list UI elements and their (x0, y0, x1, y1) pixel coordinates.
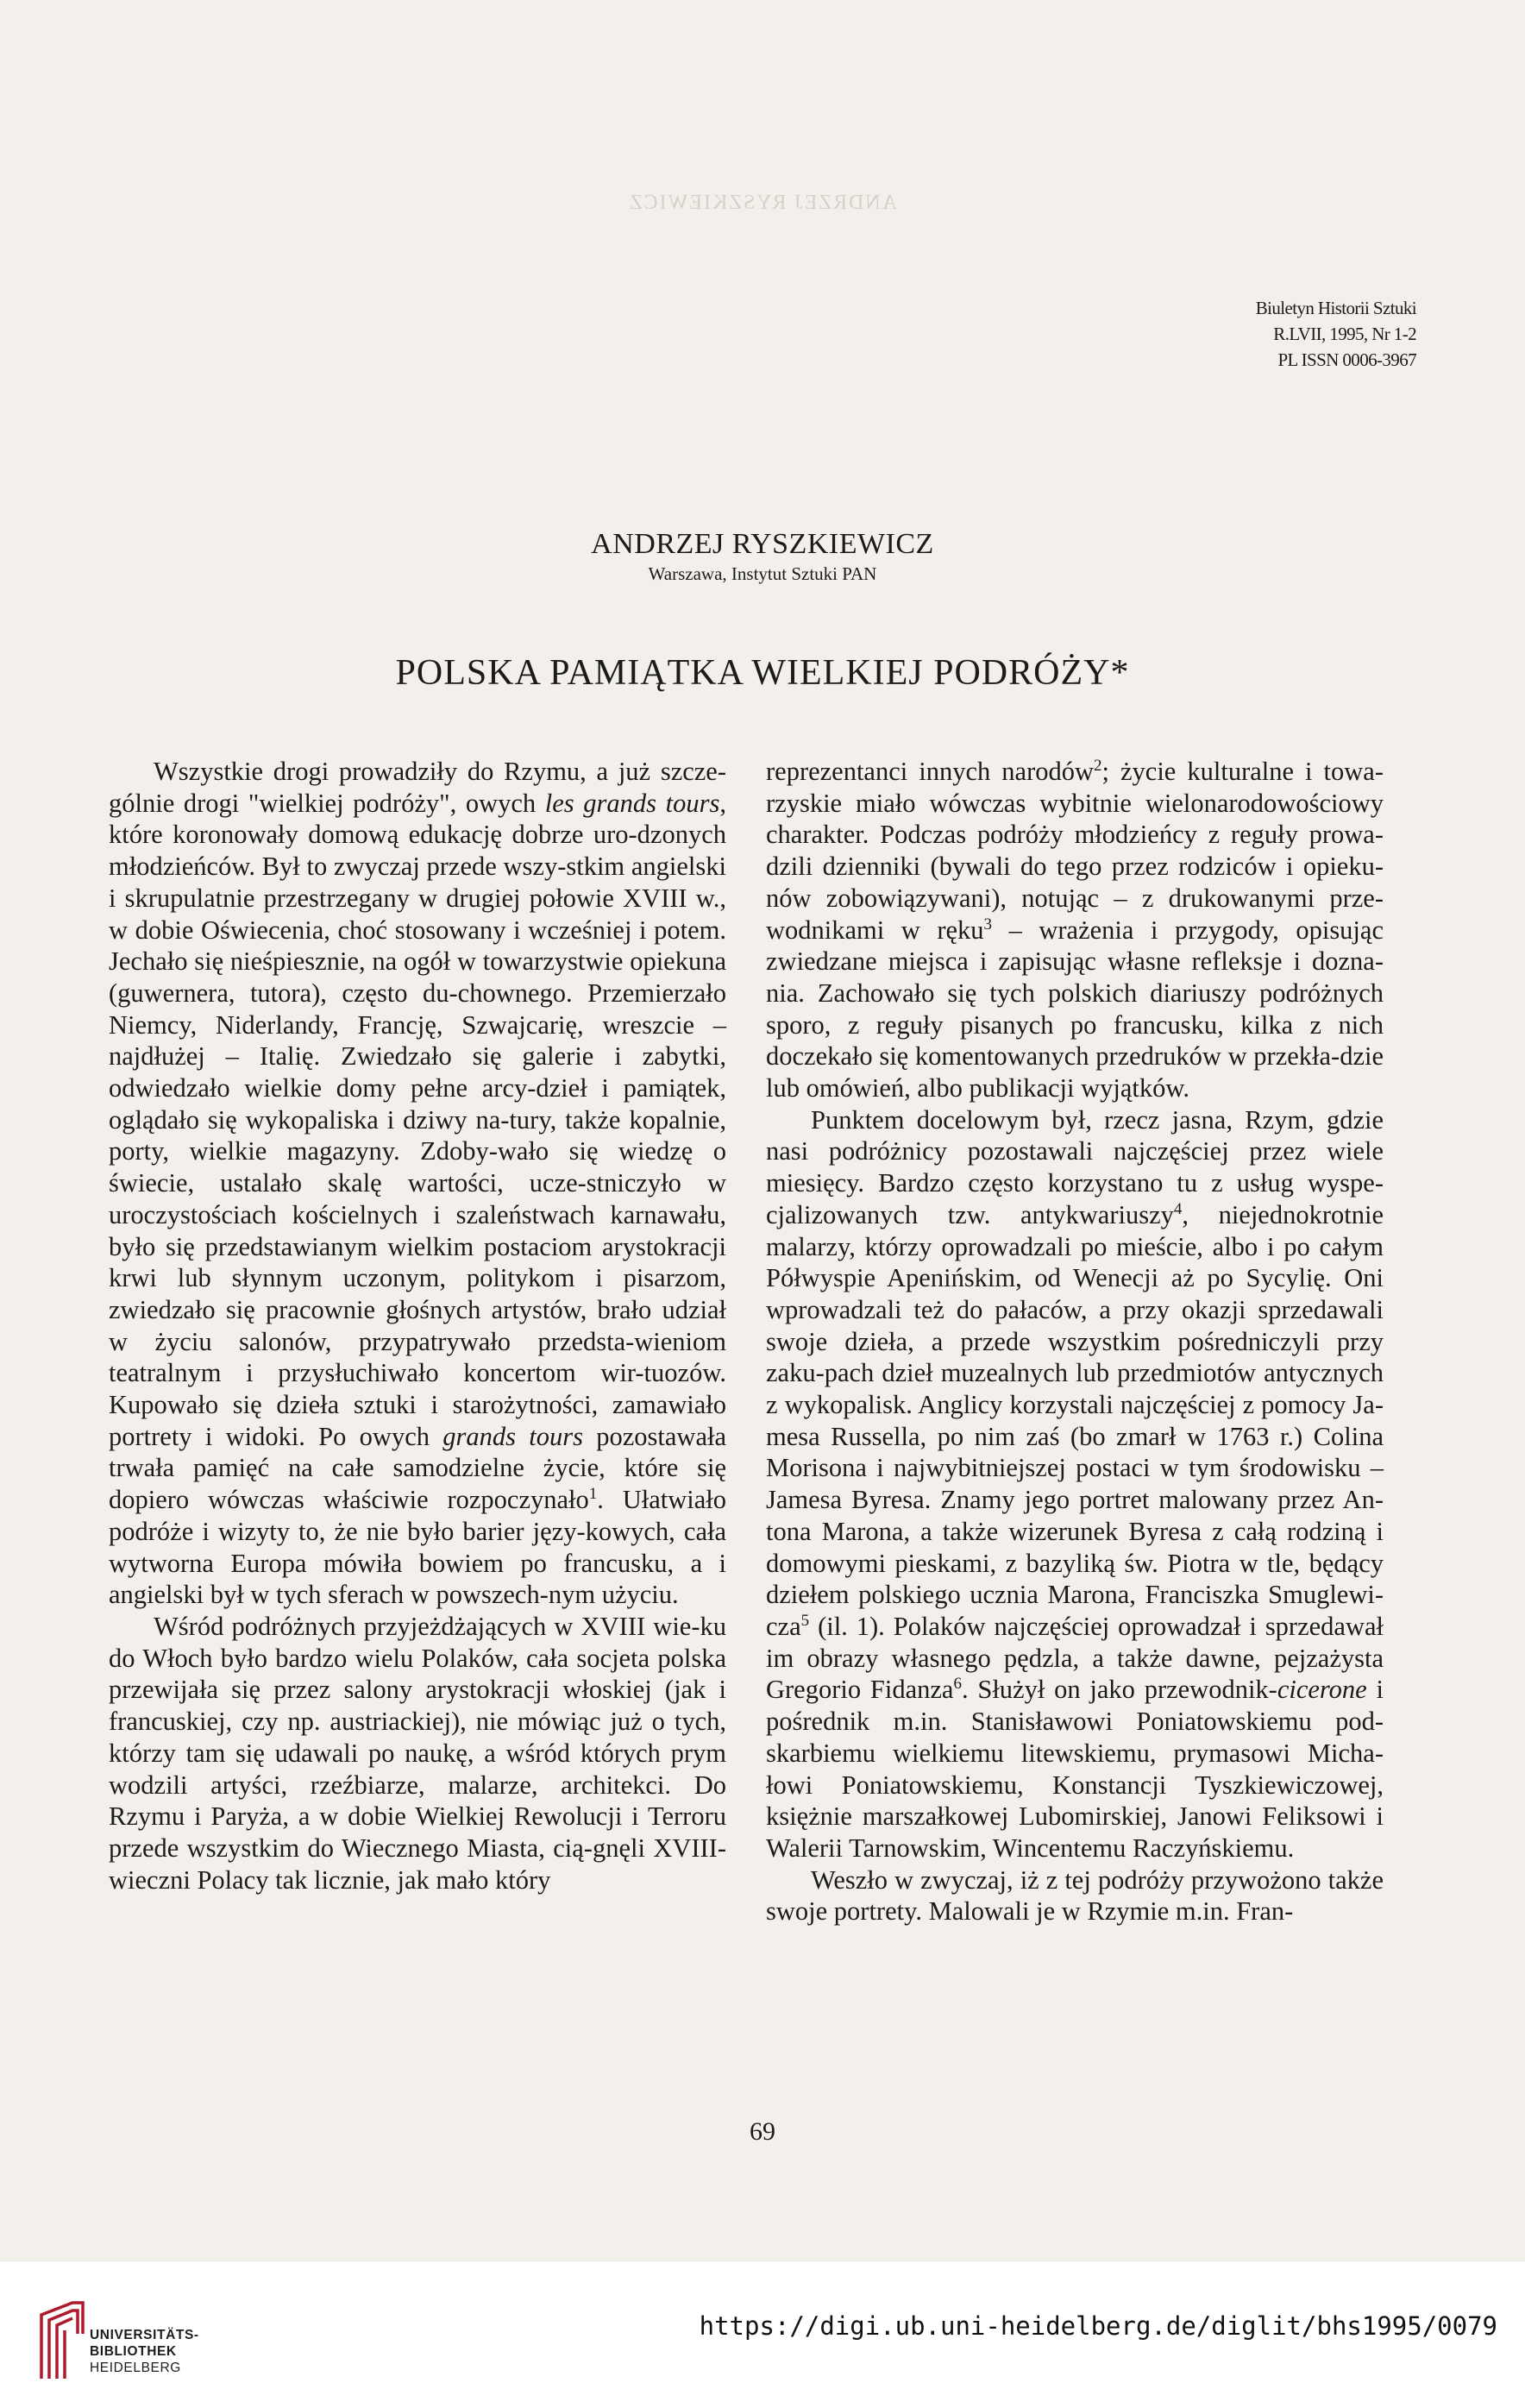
author-block (0, 526, 1525, 585)
text-run: , które koronowały domową edukację dobrze uro-dzonych młodzieńców. Był to zwyczaj przede wszy-stkim angielski i skrupulatnie przestrzegany w drugiej połowie XVIII w., w dobie Oświecenia, choć stosowany i wcześniej i potem. Jechało się nieśpiesznie, na ogół w towarzystwie opiekuna (guwernera, tutora), często du-chownego. Przemierzało Niemcy, Niderlandy, Francję, Szwajcarię, wreszcie – najdłużej – Italię. Zwiedzało się galerie i zabytki, odwiedzało wielkie domy pełne arcy-dzieł i pamiątek, oglądało się wykopaliska i dziwy na-tury, także kopalnie, porty, wielkie magazyny. Zdoby-wało się wiedzę o świecie, ustalało skalę wartości, ucze-stniczyło w uroczystościach kościelnych i szaleństwach karnawału, było się przedstawianym wielkim postaciom arystokracji krwi lub słynnym uczonym, politykom i pisarzom, zwiedzało się pracownie głośnych artystów, brało udział w życiu salonów, przypatrywało przedsta-wieniom teatralnym i przysłuchiwało koncertom wir-tuozów. Kupowało się dzieła sztuki i starożytności, zamawiało portrety i widoki. Po owych (109, 788, 726, 1451)
left-column (109, 756, 726, 1896)
journal-issn: PL ISSN 0006-3967 (1277, 349, 1416, 370)
journal-info (1256, 295, 1416, 373)
page-number: 69 (750, 2117, 775, 2146)
footnote-marker: 2 (1094, 756, 1102, 775)
footnote-marker: 4 (1173, 1199, 1183, 1218)
show-through-header: ANDRZEJ RYSZKIEWICZ (628, 192, 897, 214)
text-run: . Ułatwiało podróże i wizyty to, że nie było barier języ-kowych, cała wytworna Europa mówiła bowiem po francusku, a i angielski był w tych sferach w powszech-nym użyciu. (109, 1485, 726, 1610)
paragraph: Wśród podróżnych przyjeżdżających w XVIII wie-ku do Włoch było bardzo wielu Polaków, cała socjeta polska przewijała się przez salony arystokracji włoskiej (jak i francuskiej, czy np. austriackiej), nie mówiąc już o tych, którzy tam się udawali po naukę, a wśród których prym wodzili artyści, rzeźbiarze, malarze, architekci. Do Rzymu i Paryża, a w dobie Wielkiej Rewolucji i Terroru przede wszystkim do Wiecznego Miasta, cią-gnęli XVIII-wieczni Polacy tak licznie, jak mało który (109, 1611, 726, 1895)
library-name-line: UNIVERSITÄTS- (90, 2328, 199, 2342)
footnote-marker: 6 (953, 1675, 962, 1694)
footnote-marker: 3 (983, 915, 993, 934)
footnote-marker: 5 (800, 1611, 810, 1630)
paragraph: Weszło w zwyczaj, iż z tej podróży przywożono także swoje portrety. Malowali je w Rzymie m.in. Fran- (766, 1864, 1384, 1927)
paragraph (109, 756, 726, 1611)
text-run: . Służył on jako przewodnik- (961, 1675, 1277, 1705)
footnote-marker: 1 (588, 1485, 598, 1504)
digitization-footer (0, 2260, 1525, 2408)
paragraph (766, 756, 1384, 1104)
text-run: pozostawała trwała pamięć na całe samodzielne życie, które się dopiero wówczas właściwie rozpoczynało (109, 1421, 726, 1515)
permalink-url[interactable]: https://digi.ub.uni-heidelberg.de/diglit/bhs1995/0079 (699, 2311, 1497, 2341)
library-name-line: BIBLIOTHEK (90, 2344, 177, 2359)
text-run: ; życie kulturalne i towa-rzyskie miało wówczas wybitnie wielonarodowościowy charakter. Podczas podróży młodzieńcy z reguły prowa-dzili dzienniki (bywali do tego przez rodziców i opieku-nów zobowiązywani), notując – z drukowanymi prze-wodnikami w ręku (766, 757, 1384, 945)
article-title: POLSKA PAMIĄTKA WIELKIEJ PODRÓŻY* (395, 653, 1130, 693)
journal-name: Biuletyn Historii Sztuki (1255, 298, 1416, 318)
text-run: i pośrednik m.in. Stanisławowi Poniatowskiemu pod-skarbiemu wielkiemu litewskiemu, prymasowi Micha-łowi Poniatowskiemu, Konstancji Tyszkiewiczowej, księżnie marszałkowej Lubomirskiej, Janowi Feliksowi i Walerii Tarnowskim, Wincentemu Raczyńskiemu. (766, 1675, 1384, 1863)
author-affiliation: Warszawa, Instytut Sztuki PAN (648, 563, 877, 584)
text-run: , niejednokrotnie malarzy, którzy oprowadzali po mieście, albo i po całym Półwyspie Apenińskim, od Wenecji aż po Sycylię. Oni wprowadzali też do pałaców, a przy okazji sprzedawali swoje dzieła, a przede wszystkim pośredniczyli przy zaku-pach dzieł muzealnych lub przedmiotów antycznych z wykopalisk. Anglicy korzystali najczęściej z pomocy Ja-mesa Russella, po nim zaś (bo zmarł w 1763 r.) Colina Morisona i najwybitniejszej postaci w tym środowisku – Jamesa Byresa. Znamy jego portret malowany przez An-tona Marona, a także wizerunek Byresa z całą rodziną i domowymi pieskami, z bazyliką św. Piotra w tle, będący dziełem polskiego ucznia Marona, Franciszka Smuglewi-cza (766, 1199, 1384, 1641)
paragraph (766, 1104, 1384, 1864)
library-name-line: HEIDELBERG (90, 2361, 181, 2375)
text-run: Wszystkie drogi prowadziły do Rzymu, a już szcze-gólnie drogi "wielkiej podróży", owych (109, 757, 726, 818)
italic-text: cicerone (1277, 1675, 1367, 1705)
text-run: reprezentanci innych narodów (766, 757, 1095, 786)
library-name (90, 2327, 199, 2376)
right-column (766, 756, 1384, 1927)
text-run: Punktem docelowym był, rzecz jasna, Rzym, gdzie nasi podróżnicy pozostawali najczęściej przez wiele miesięcy. Bardzo często korzystano tu z usług wyspe-cjalizowanych tzw. antykwariuszy (766, 1104, 1384, 1229)
journal-volume: R.LVII, 1995, Nr 1-2 (1273, 324, 1416, 344)
library-logo-icon (38, 2299, 85, 2380)
text-run: – wrażenia i przygody, opisując zwiedzane miejsca i zapisując własne refleksje i dozna-nia. Zachowało się tych polskich diariuszy podróżnych sporo, z reguły pisanych po francusku, kilka z nich doczekało się komentowanych przedruków w przekła-dzie lub omówień, albo publikacji wyjątków. (766, 915, 1384, 1103)
text-run: (il. 1). Polaków najczęściej oprowadzał i sprzedawał im obrazy własnego pędzla, a także dawne, pejzażysta Gregorio Fidanza (766, 1611, 1384, 1705)
author-name: ANDRZEJ RYSZKIEWICZ (591, 528, 934, 560)
italic-text: grands tours (442, 1421, 583, 1451)
italic-text: les grands tours (544, 788, 720, 818)
